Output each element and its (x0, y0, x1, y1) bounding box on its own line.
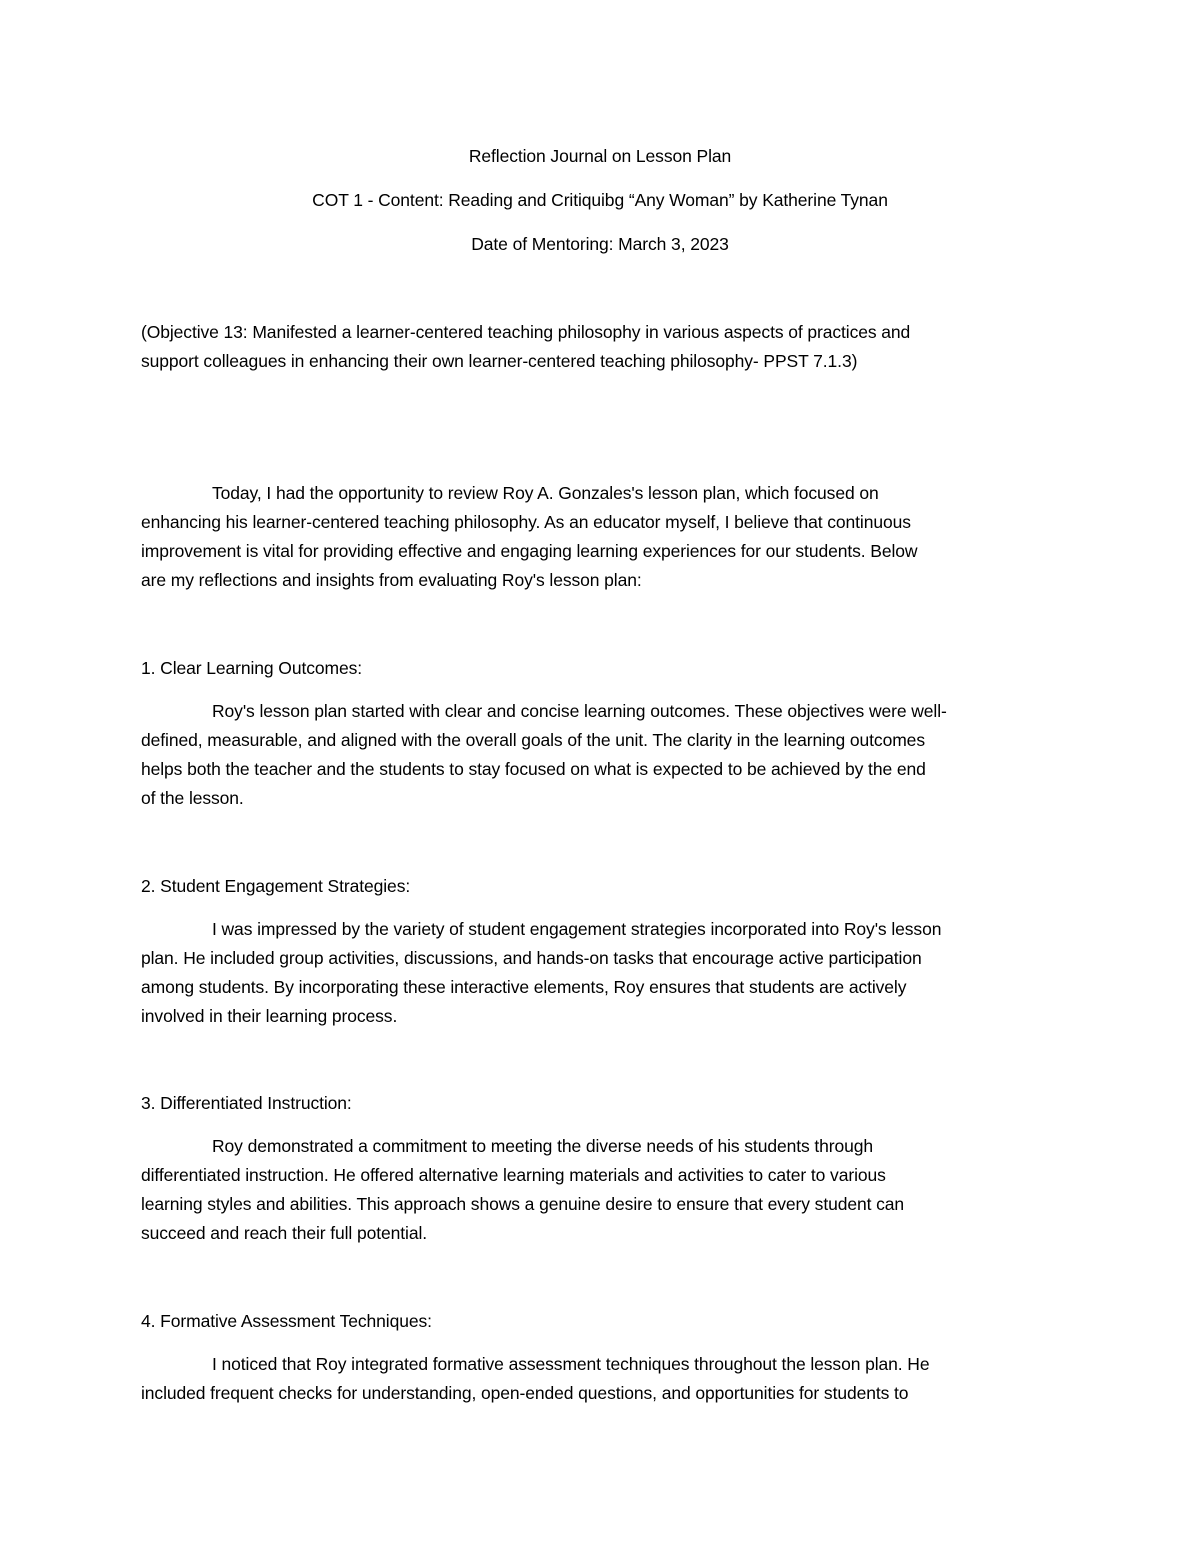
paragraph-line: succeed and reach their full potential. (141, 1223, 428, 1243)
content-line: COT 1 - Content: Reading and Critiquibg “Any Woman” by Katherine Tynan (312, 190, 888, 210)
objective-line: support colleagues in enhancing their own learner-centered teaching philosophy- PPST 7.1.3) (141, 351, 858, 371)
paragraph-line: differentiated instruction. He offered alternative learning materials and activities to cater to various (141, 1165, 886, 1185)
section-heading: 2. Student Engagement Strategies: (141, 876, 411, 896)
paragraph-line: I was impressed by the variety of student engagement strategies incorporated into Roy's lesson (212, 919, 942, 939)
paragraph-line: helps both the teacher and the students to stay focused on what is expected to be achieved by the end (141, 759, 926, 779)
paragraph-line: of the lesson. (141, 788, 244, 808)
paragraph-line: involved in their learning process. (141, 1006, 398, 1026)
paragraph-line: Roy's lesson plan started with clear and concise learning outcomes. These objectives were well- (212, 701, 947, 721)
section-heading: 3. Differentiated Instruction: (141, 1093, 352, 1113)
paragraph-line: enhancing his learner-centered teaching philosophy. As an educator myself, I believe that continuous (141, 512, 911, 532)
paragraph-line: included frequent checks for understanding, open-ended questions, and opportunities for students to (141, 1383, 909, 1403)
section-heading: 4. Formative Assessment Techniques: (141, 1311, 432, 1331)
paragraph-line: plan. He included group activities, discussions, and hands-on tasks that encourage active participation (141, 948, 922, 968)
paragraph-line: improvement is vital for providing effective and engaging learning experiences for our students. Below (141, 541, 918, 561)
paragraph-line: learning styles and abilities. This approach shows a genuine desire to ensure that every student can (141, 1194, 905, 1214)
paragraph-line: I noticed that Roy integrated formative assessment techniques throughout the lesson plan. He (212, 1354, 930, 1374)
document-title: Reflection Journal on Lesson Plan (468, 146, 732, 166)
date-line: Date of Mentoring: March 3, 2023 (471, 234, 729, 254)
paragraph-line: are my reflections and insights from evaluating Roy's lesson plan: (141, 570, 642, 590)
paragraph-line: Today, I had the opportunity to review Roy A. Gonzales's lesson plan, which focused on (212, 483, 879, 503)
paragraph-line: Roy demonstrated a commitment to meeting the diverse needs of his students through (212, 1136, 874, 1156)
section-heading: 1. Clear Learning Outcomes: (141, 658, 363, 678)
paragraph-line: among students. By incorporating these interactive elements, Roy ensures that students are actively (141, 977, 907, 997)
paragraph-line: defined, measurable, and aligned with the overall goals of the unit. The clarity in the learning outcomes (141, 730, 925, 750)
objective-line: (Objective 13: Manifested a learner-centered teaching philosophy in various aspects of practices and (141, 322, 911, 342)
